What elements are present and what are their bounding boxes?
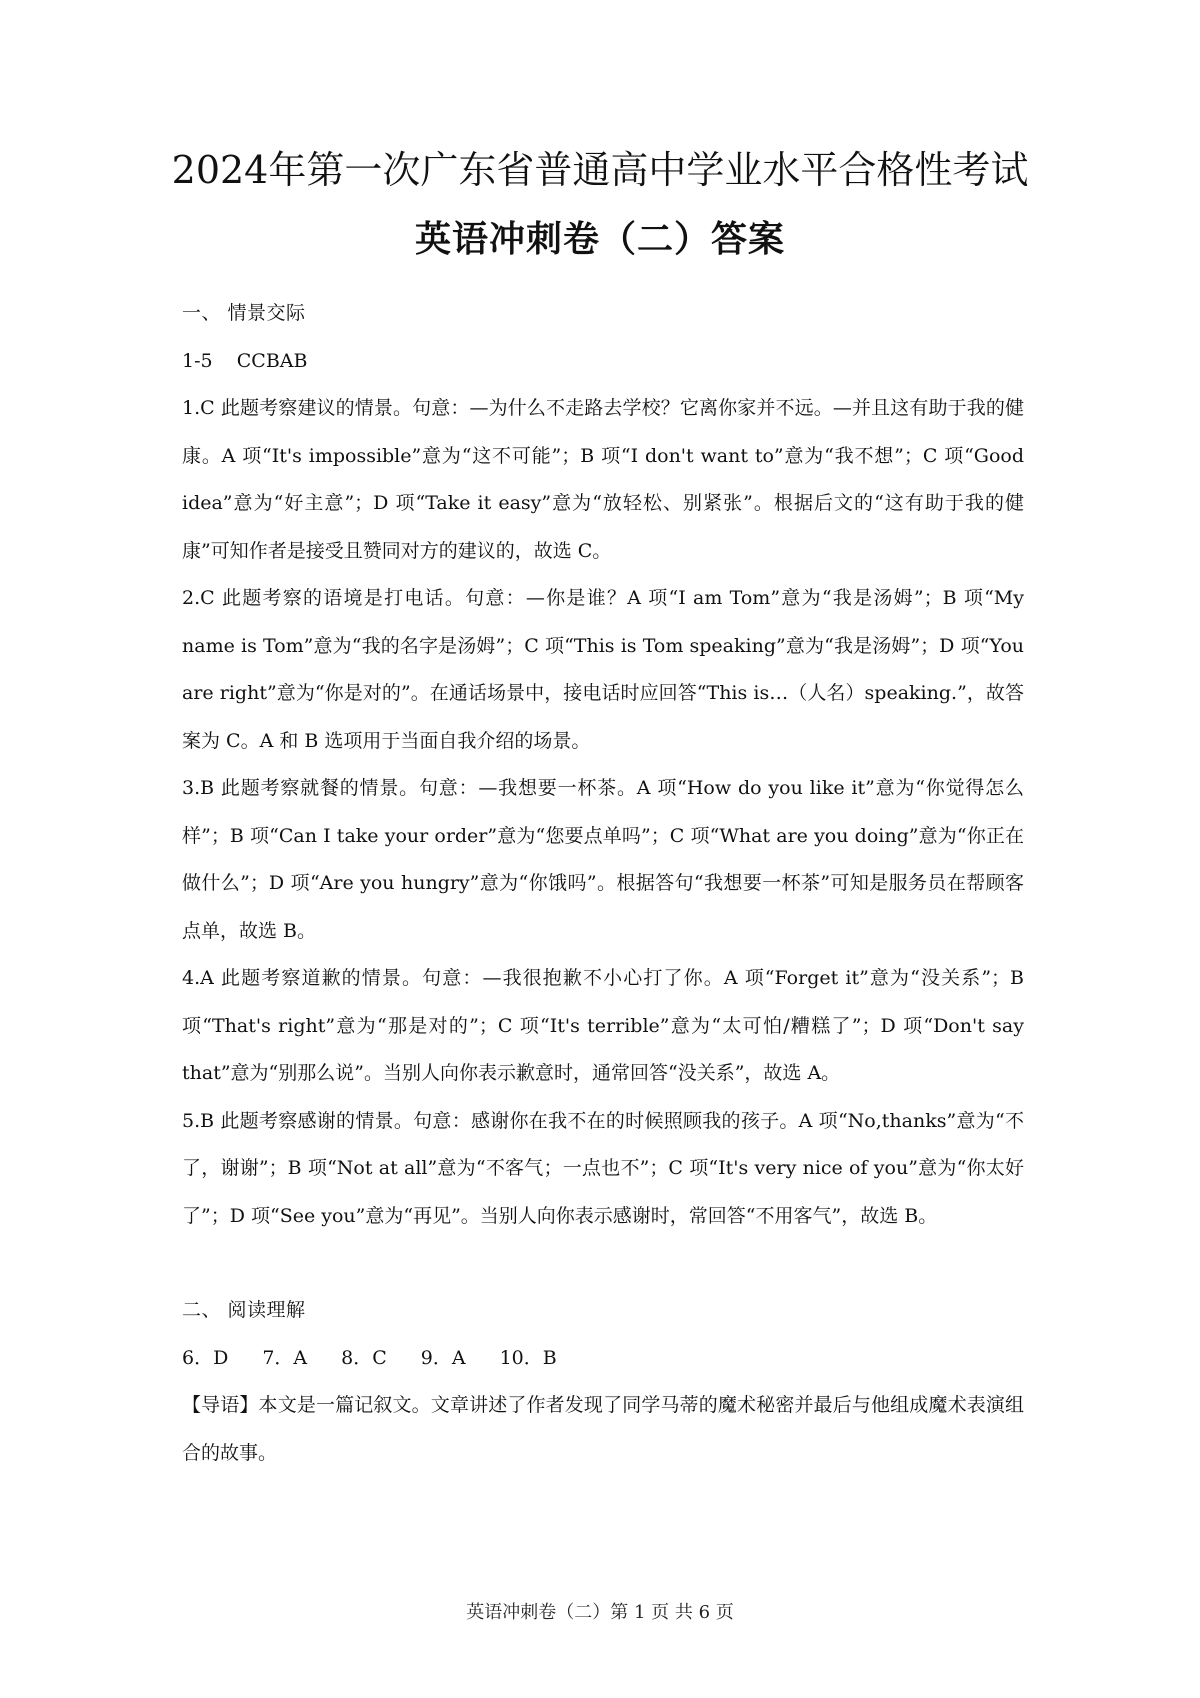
page-footer: 英语冲刺卷（二）第 1 页 共 6 页 xyxy=(466,1602,734,1623)
reading-guide: 【导语】本文是一篇记叙文。文章讲述了作者发现了同学马蒂的魔术秘密并最后与他组成魔术表演组合的故事。 xyxy=(182,1394,1024,1464)
explanation-q4: 4.A 此题考察道歉的情景。句意：—我很抱歉不小心打了你。A 项“Forget it”意为“没关系”；B 项“That's right”意为“那是对的”；C 项“It's terrible”意为“太可怕/糟糕了”；D 项“Don't say that”意为“别那么说”。当别人向你表示歉意时，通常回答“没关系”，故选 A。 xyxy=(182,967,1024,1084)
answer-6: 6．D xyxy=(182,1346,229,1369)
document-body xyxy=(182,290,1024,1477)
answer-7: 7．A xyxy=(262,1346,308,1369)
explanation-q1: 1.C 此题考察建议的情景。句意：—为什么不走路去学校？它离你家并不远。—并且这有助于我的健康。A 项“It's impossible”意为“这不可能”；B 项“I don't want to”意为“我不想”；C 项“Good idea”意为“好主意”；D 项“Take it easy”意为“放轻松、别紧张”。根据后文的“这有助于我的健康”可知作者是接受且赞同对方的建议的，故选 C。 xyxy=(182,397,1024,562)
document-title: 2024年第一次广东省普通高中学业水平合格性考试 xyxy=(171,148,1029,192)
answer-8: 8．C xyxy=(341,1346,387,1369)
explanation-q3: 3.B 此题考察就餐的情景。句意：—我想要一杯茶。A 项“How do you like it”意为“你觉得怎么样”；B 项“Can I take your order”意为“您要点单吗”；C 项“What are you doing”意为“你正在做什么”；D 项“Are you hungry”意为“你饿吗”。根据答句“我想要一杯茶”可知是服务员在帮顾客点单，故选 B。 xyxy=(182,777,1024,942)
document-subtitle: 英语冲刺卷（二）答案 xyxy=(414,219,785,260)
answer-10: 10．B xyxy=(499,1346,557,1369)
section-spacer xyxy=(182,1240,1024,1287)
section-heading-dialogue: 一、 情景交际 xyxy=(182,302,306,324)
answer-9: 9．A xyxy=(420,1346,466,1369)
section-answers-6-10 xyxy=(182,1335,1024,1383)
explanation-q5: 5.B 此题考察感谢的情景。句意：感谢你在我不在的时候照顾我的孩子。A 项“No,thanks”意为“不了，谢谢”；B 项“Not at all”意为“不客气；一点也不”；C 项“It's very nice of you”意为“你太好了”；D 项“See you”意为“再见”。当别人向你表示感谢时，常回答“不用客气”，故选 B。 xyxy=(182,1109,1024,1227)
section-heading-reading: 二、 阅读理解 xyxy=(182,1299,306,1321)
section-answers-1-5: 1-5 CCBAB xyxy=(182,349,308,372)
explanation-q2: 2.C 此题考察的语境是打电话。句意：—你是谁？A 项“I am Tom”意为“我是汤姆”；B 项“My name is Tom”意为“我的名字是汤姆”；C 项“This is Tom speaking”意为“我是汤姆”；D 项“You are right”意为“你是对的”。在通话场景中，接电话时应回答“This is…（人名）speaking.”，故答案为 C。A 和 B 选项用于当面自我介绍的场景。 xyxy=(182,587,1024,752)
